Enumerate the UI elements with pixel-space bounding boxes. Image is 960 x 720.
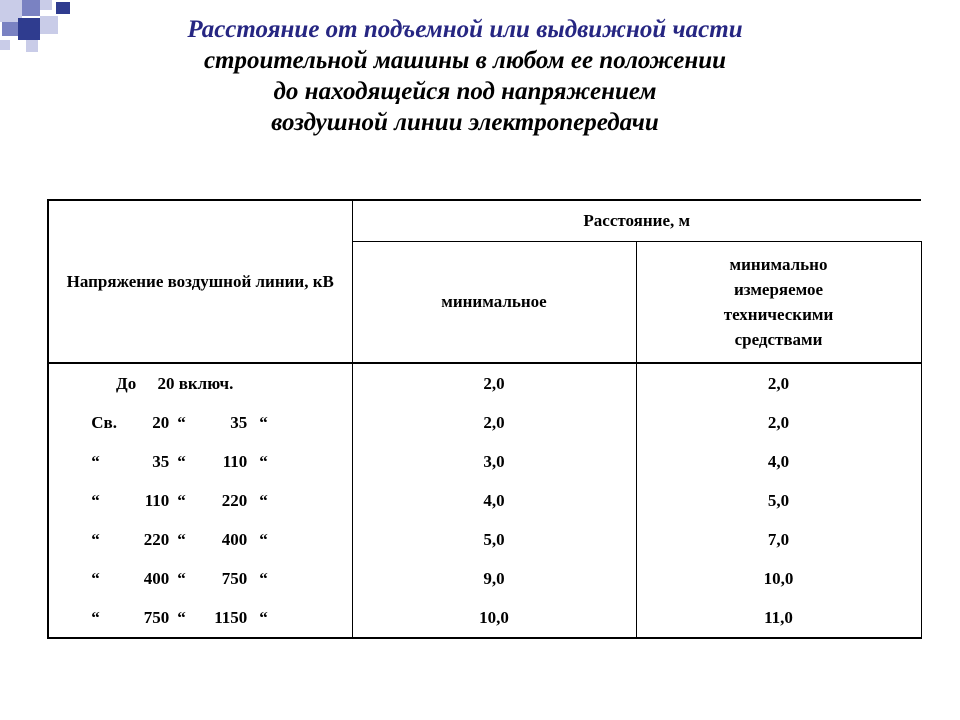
voltage-from: 35 bbox=[152, 451, 170, 471]
voltage-to: 400 bbox=[221, 529, 248, 549]
min-cell: 9,0 bbox=[352, 559, 636, 598]
table-row bbox=[48, 559, 921, 598]
voltage-to: 1150 bbox=[214, 607, 248, 627]
ditto-mark: “ bbox=[259, 607, 268, 627]
min-cell: 5,0 bbox=[352, 520, 636, 559]
measurable-cell: 5,0 bbox=[636, 481, 921, 520]
deco-square bbox=[40, 0, 52, 10]
table-row bbox=[48, 520, 921, 559]
voltage-cell bbox=[48, 363, 352, 403]
voltage-cell bbox=[48, 442, 352, 481]
header-line: минимально bbox=[729, 255, 828, 274]
table-row bbox=[48, 363, 921, 403]
measurable-cell: 7,0 bbox=[636, 520, 921, 559]
measurable-cell: 4,0 bbox=[636, 442, 921, 481]
voltage-from: 110 bbox=[144, 490, 170, 510]
title-line: строительной машины в любом ее положении bbox=[203, 47, 727, 74]
min-cell: 3,0 bbox=[352, 442, 636, 481]
header-min: минимальное bbox=[352, 242, 636, 364]
ditto-mark: “ bbox=[91, 451, 100, 471]
voltage-to: 110 bbox=[222, 451, 248, 471]
voltage-from: 220 bbox=[143, 529, 170, 549]
voltage-to: 35 bbox=[230, 412, 248, 432]
voltage-from: 20 bbox=[152, 412, 170, 432]
measurable-cell: 11,0 bbox=[636, 598, 921, 638]
distance-table bbox=[47, 199, 922, 639]
ditto-mark: “ bbox=[91, 568, 100, 588]
voltage-from: 400 bbox=[143, 568, 170, 588]
ditto-mark: “ bbox=[259, 451, 268, 471]
header-line: измеряемое bbox=[733, 280, 824, 299]
voltage-prefix: До bbox=[116, 373, 137, 393]
table-row bbox=[48, 403, 921, 442]
measurable-cell: 10,0 bbox=[636, 559, 921, 598]
voltage-from: 750 bbox=[143, 607, 170, 627]
table-row bbox=[48, 481, 921, 520]
title-line: воздушной линии электропередачи bbox=[271, 109, 659, 136]
ditto-mark: “ bbox=[177, 412, 186, 432]
title-line: Расстояние от подъемной или выдвижной части bbox=[187, 16, 743, 43]
voltage-cell bbox=[48, 403, 352, 442]
voltage-cell bbox=[48, 598, 352, 638]
ditto-mark: “ bbox=[91, 607, 100, 627]
voltage-from: 20 включ. bbox=[157, 373, 234, 393]
ditto-mark: “ bbox=[177, 529, 186, 549]
header-line: техническими bbox=[723, 305, 834, 324]
ditto-mark: “ bbox=[177, 607, 186, 627]
voltage-cell bbox=[48, 481, 352, 520]
min-cell: 2,0 bbox=[352, 363, 636, 403]
ditto-mark: “ bbox=[259, 568, 268, 588]
deco-square bbox=[56, 2, 70, 14]
header-line: средствами bbox=[734, 330, 823, 349]
title-line: до находящейся под напряжением bbox=[273, 78, 657, 105]
ditto-mark: “ bbox=[259, 490, 268, 510]
ditto-mark: “ bbox=[177, 568, 186, 588]
ditto-mark: “ bbox=[91, 529, 100, 549]
header-min-measurable bbox=[636, 242, 921, 364]
table-row bbox=[48, 442, 921, 481]
table-row bbox=[48, 598, 921, 638]
ditto-mark: “ bbox=[259, 529, 268, 549]
header-voltage: Напряжение воздушной линии, кВ bbox=[48, 200, 352, 363]
voltage-cell bbox=[48, 559, 352, 598]
min-cell: 10,0 bbox=[352, 598, 636, 638]
page-title bbox=[0, 14, 930, 138]
voltage-to: 220 bbox=[221, 490, 248, 510]
voltage-to: 750 bbox=[221, 568, 248, 588]
ditto-mark: “ bbox=[91, 490, 100, 510]
voltage-cell bbox=[48, 520, 352, 559]
ditto-mark: “ bbox=[259, 412, 268, 432]
min-cell: 4,0 bbox=[352, 481, 636, 520]
ditto-mark: “ bbox=[177, 490, 186, 510]
measurable-cell: 2,0 bbox=[636, 363, 921, 403]
header-distance: Расстояние, м bbox=[352, 200, 921, 242]
measurable-cell: 2,0 bbox=[636, 403, 921, 442]
voltage-prefix: Св. bbox=[91, 412, 117, 432]
min-cell: 2,0 bbox=[352, 403, 636, 442]
ditto-mark: “ bbox=[177, 451, 186, 471]
